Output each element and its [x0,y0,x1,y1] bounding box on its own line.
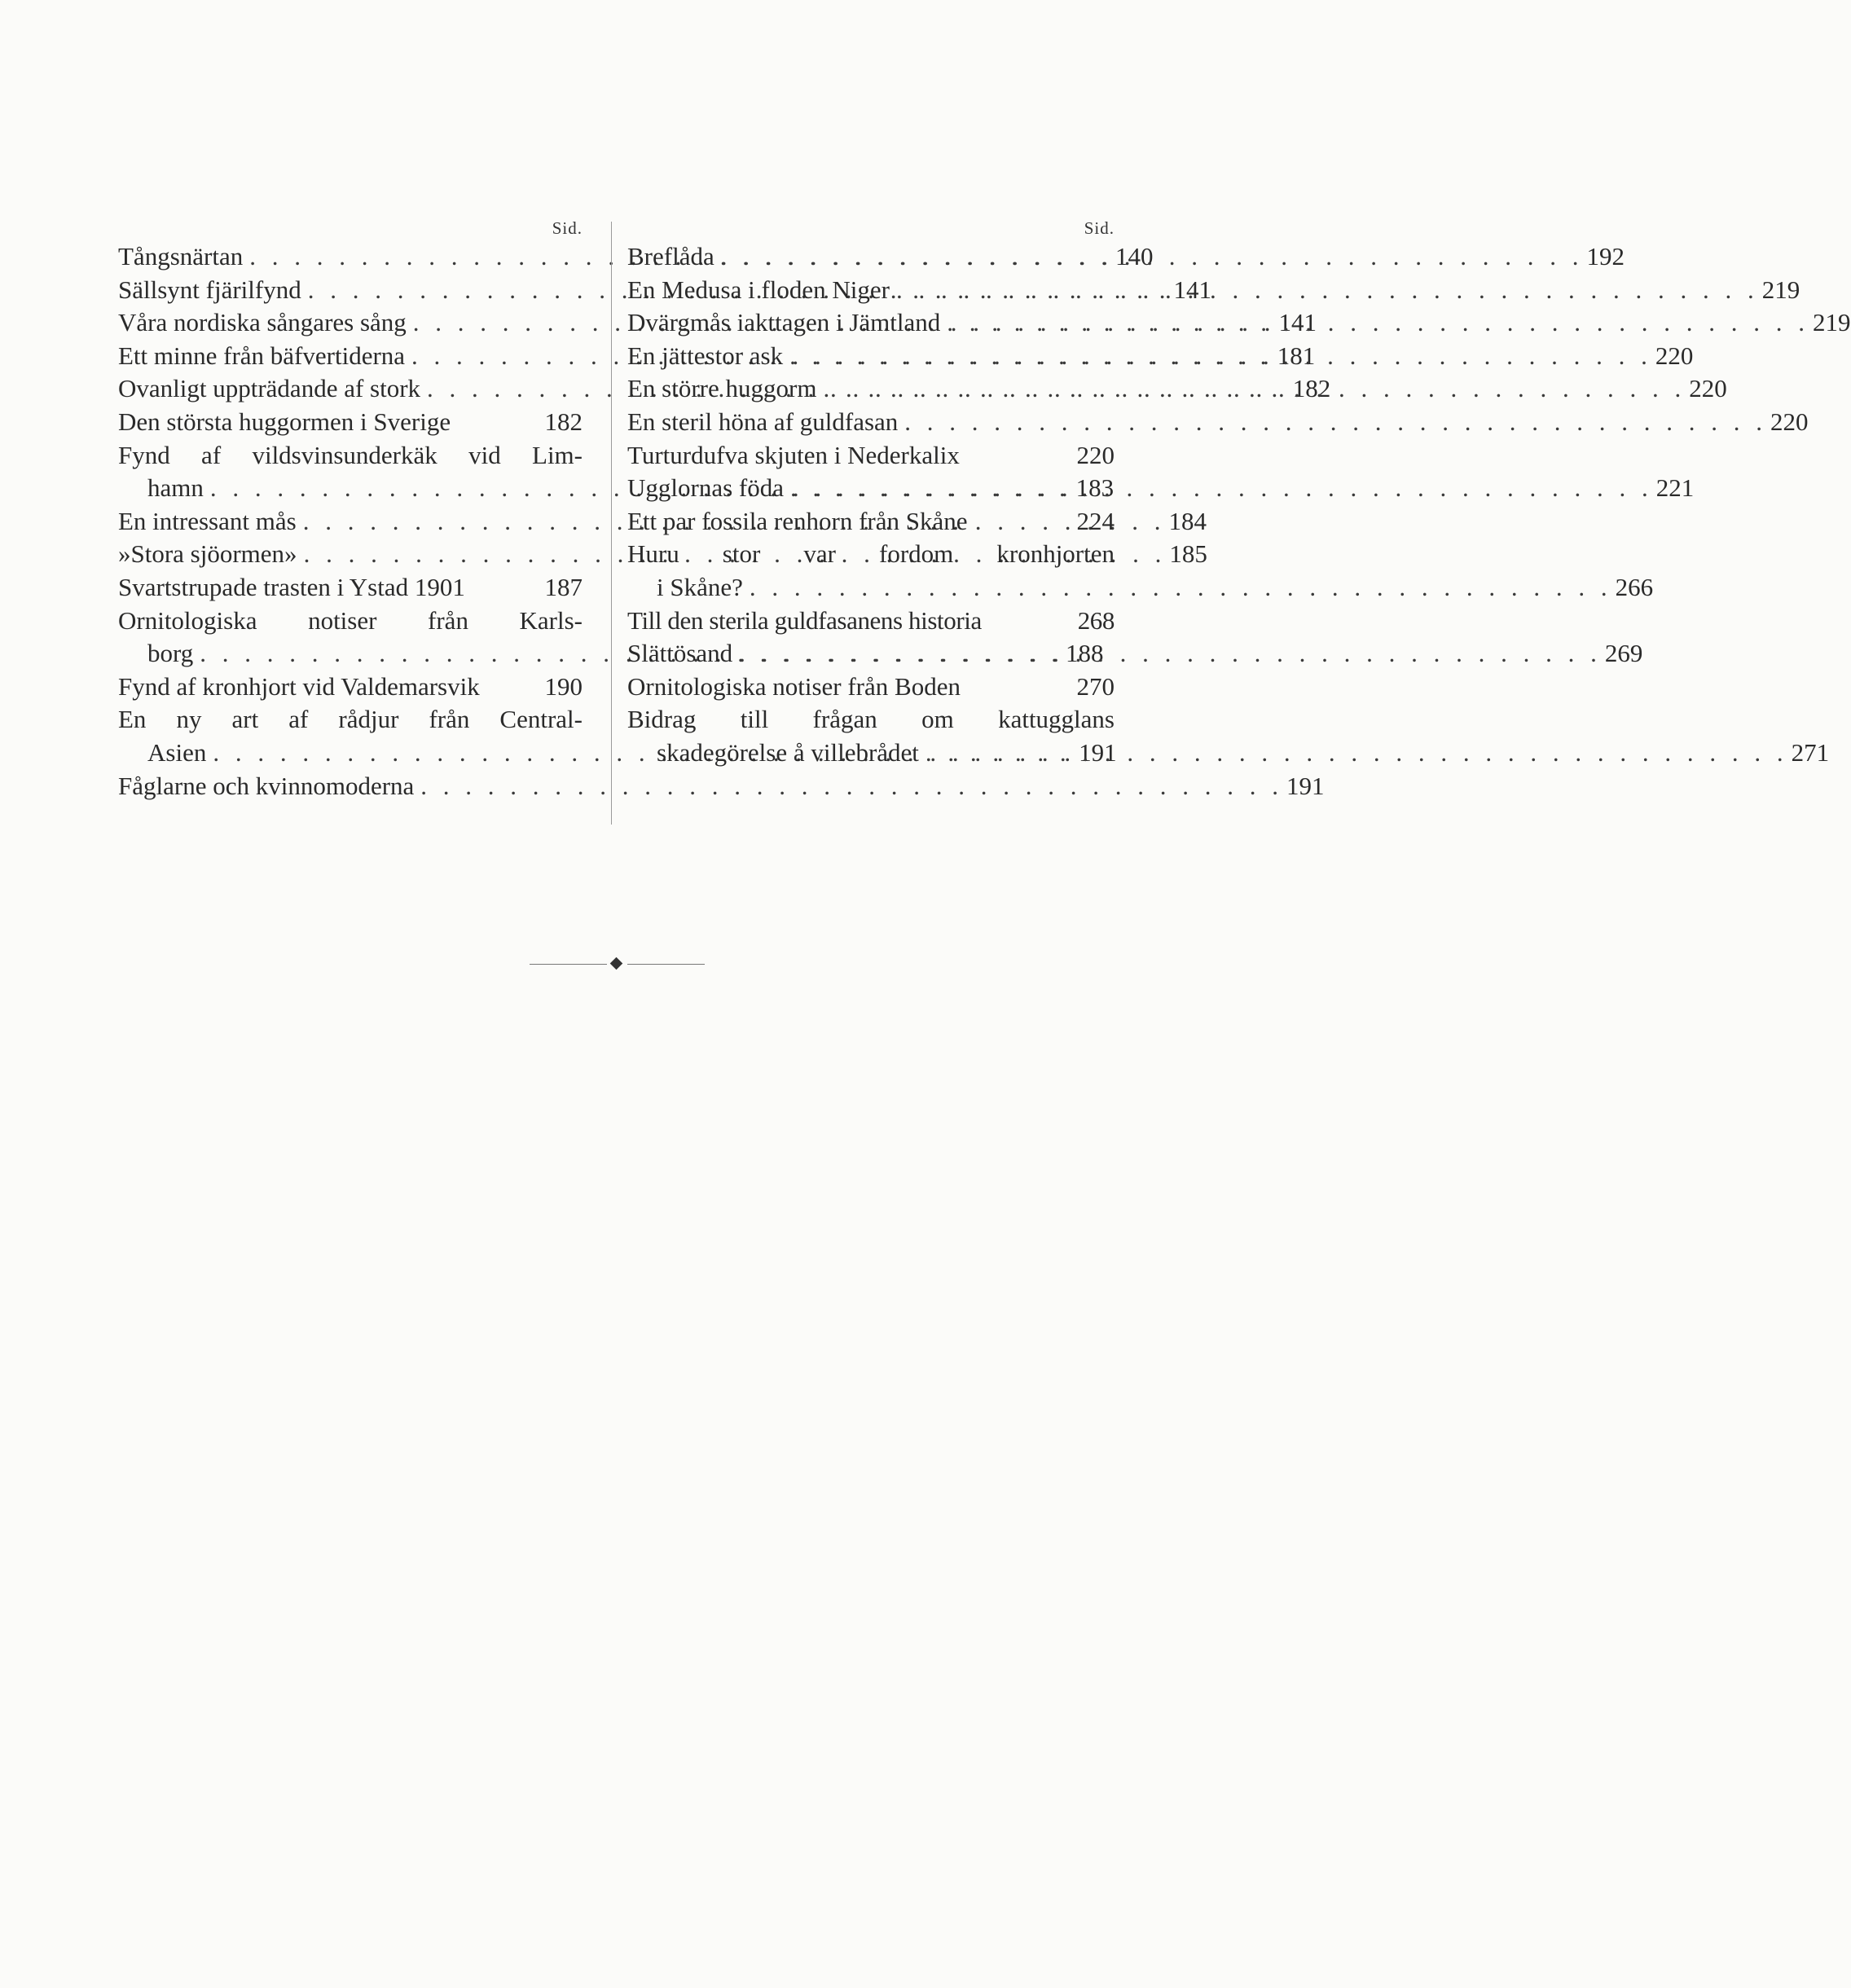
toc-entry-title: Asien [147,737,207,767]
toc-entry-title: Ett par fossila renhorn från Skåne [627,506,968,535]
leader-dots [898,406,1770,439]
leader-dots [816,372,1689,406]
leader-dots [783,340,1655,373]
toc-entry-title: Ornitologiska notiser från Boden [627,671,961,701]
toc-entry-page: 183 [1075,473,1115,503]
toc-entry-title: »Stora sjöormen» [118,539,297,569]
leader-dots [890,274,1762,307]
toc-entry-continued [118,605,583,638]
toc-entry [627,406,1809,439]
toc-entry-title: En intressant mås [118,506,297,535]
leader-dots [919,737,1792,770]
toc-entry-title: En ny art af rådjur från Central- [118,705,583,734]
leader-dots [784,472,1656,505]
toc-entry-title: Huru stor var fordom kronhjorten [627,539,1115,569]
toc-entry-title: Ett minne från bäfvertiderna [118,341,406,370]
toc-entry-page: 270 [1076,671,1115,701]
toc-entry-title: Ovanligt uppträdande af stork [118,374,421,403]
toc-entry [118,406,583,439]
toc-entry-title: i Skåne? [657,572,743,601]
toc-entry-page: 220 [1770,407,1809,436]
toc-entry-title: En steril höna af guldfasan [627,407,899,436]
leader-dots [732,637,1605,671]
toc-entry-title: Den största huggormen i Sverige [118,407,451,436]
diamond-icon [610,957,623,970]
toc-entry-page: 219 [1813,308,1851,337]
toc-entry-page: 141 [1173,275,1211,304]
toc-entry-page: 185 [1169,539,1207,569]
toc-entry [118,671,583,704]
toc-entry-page: 182 [544,407,583,436]
toc-entry-page: 191 [1079,737,1117,767]
toc-entry-page: 188 [1066,639,1104,668]
toc-entry-continued [118,703,583,737]
toc-entry-continued [627,703,1115,737]
toc-entry [627,439,1115,473]
toc-entry-title: En Medusa i floden Niger [627,275,890,304]
toc-entry-continued [627,538,1115,571]
toc-entry-title: Till den sterila guldfasanens historia [627,605,982,635]
toc-entry-title: Ugglornas föda [627,473,784,503]
toc-entry-page: 191 [1286,771,1325,800]
page-header-sid: Sid. [1084,218,1115,238]
toc-entry [627,571,1654,605]
toc-entry-page: 220 [1076,440,1115,469]
toc-entry-title: Ornitologiska notiser från Karls- [118,605,583,635]
toc-entry [627,605,1115,638]
toc-entry-page: 220 [1655,341,1694,370]
toc-entry [627,737,1830,770]
toc-entry-title: skadegörelse å villebrådet [657,737,919,767]
toc-entry-title: En större huggorm [627,374,817,403]
leader-dots [940,306,1813,340]
toc-entry-title: Svartstrupade trasten i Ystad 1901 [118,572,465,601]
leader-dots [743,571,1616,605]
toc-entry-page: 224 [1076,506,1115,535]
toc-entry-title: Fåglarne och kvinnomoderna [118,771,415,800]
toc-entry-continued [118,439,583,473]
toc-entry [118,770,1325,803]
toc-entry-page: 181 [1277,341,1316,370]
toc-entry-page: 266 [1615,572,1654,601]
toc-entry-page: 190 [544,671,583,701]
toc-entry-page: 221 [1655,473,1695,503]
toc-entry [627,671,1115,704]
toc-entry-title: Turturdufva skjuten i Nederkalix [627,440,960,469]
toc-entry-title: hamn [147,473,204,503]
end-ornament [530,958,705,970]
toc-entry-page: 141 [1278,308,1317,337]
toc-entry-title: Sällsynt fjärilfynd [118,275,301,304]
toc-entry-page: 271 [1791,737,1830,767]
toc-entry-title: Breflåda [627,242,714,270]
toc-entry [627,637,1643,671]
toc-entry [118,571,583,605]
toc-entry-title: Fynd af vildsvinsunderkäk vid Lim- [118,440,583,469]
toc-entry-page: 184 [1168,506,1207,535]
ornament-rule-right [627,964,705,965]
leader-dots [714,240,1587,274]
toc-entry-title: Dvärgmås iakttagen i Jämtland [627,308,941,337]
toc-entry-page: 192 [1586,242,1625,270]
toc-entry-page: 220 [1689,374,1727,403]
toc-entry-page: 219 [1761,275,1800,304]
toc-entry-page: 269 [1604,639,1643,668]
toc-entry-title: Tångsnärtan [118,242,244,270]
toc-entry-title: Fynd af kronhjort vid Valdemarsvik [118,671,480,701]
column-divider [611,222,612,825]
leader-dots [414,770,1286,803]
toc-entry-page: 182 [1292,374,1331,403]
toc-entry [627,472,1695,505]
toc-entry-page: 268 [1077,605,1115,635]
toc-entry-title: Bidrag till frågan om kattugglans [627,705,1115,734]
toc-entry-title: En jättestor ask [627,341,784,370]
toc-entry-page: 140 [1115,242,1154,270]
ornament-rule-left [530,964,607,965]
toc-entry-page: 187 [544,572,583,601]
toc-entry-title: Våra nordiska sångares sång [118,308,407,337]
toc-entry [627,505,1115,539]
toc-entry-title: Slättösand [627,639,733,668]
toc-entry-title: borg [147,639,194,668]
page-header-sid: Sid. [552,218,583,238]
